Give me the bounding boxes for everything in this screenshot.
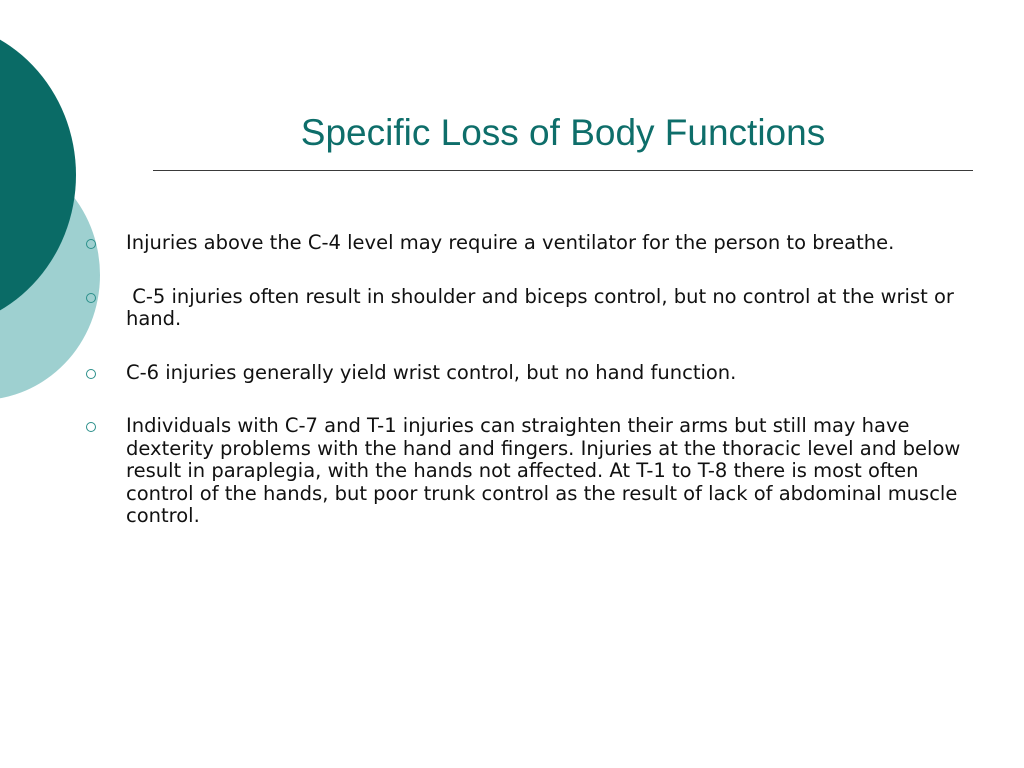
bullet-list (86, 232, 976, 559)
hollow-circle-bullet-icon (86, 239, 96, 249)
bullet-text: C-6 injuries generally yield wrist control, but no hand function. (126, 360, 737, 384)
slide-title: Specific Loss of Body Functions (300, 112, 826, 153)
bullet-text: C-5 injuries often result in shoulder and biceps control, but no control at the wrist or hand. (126, 284, 961, 330)
list-item (86, 362, 976, 385)
list-item (86, 415, 976, 528)
bullet-text: Individuals with C-7 and T-1 injuries can straighten their arms but still may have dexterity problems with the hand and fingers. Injuries at the thoracic level and below result in paraplegia, with the hands not affected. At T-1 to T-8 there is most often control of the hands, but poor trunk control as the result of lack of abdominal muscle control. (126, 414, 967, 527)
list-item (86, 232, 976, 255)
hollow-circle-bullet-icon (86, 422, 96, 432)
bullet-text: Injuries above the C-4 level may require a ventilator for the person to breathe. (126, 231, 895, 254)
list-item (86, 286, 976, 331)
hollow-circle-bullet-icon (86, 293, 96, 303)
hollow-circle-bullet-icon (86, 369, 96, 379)
title-divider (153, 170, 973, 171)
